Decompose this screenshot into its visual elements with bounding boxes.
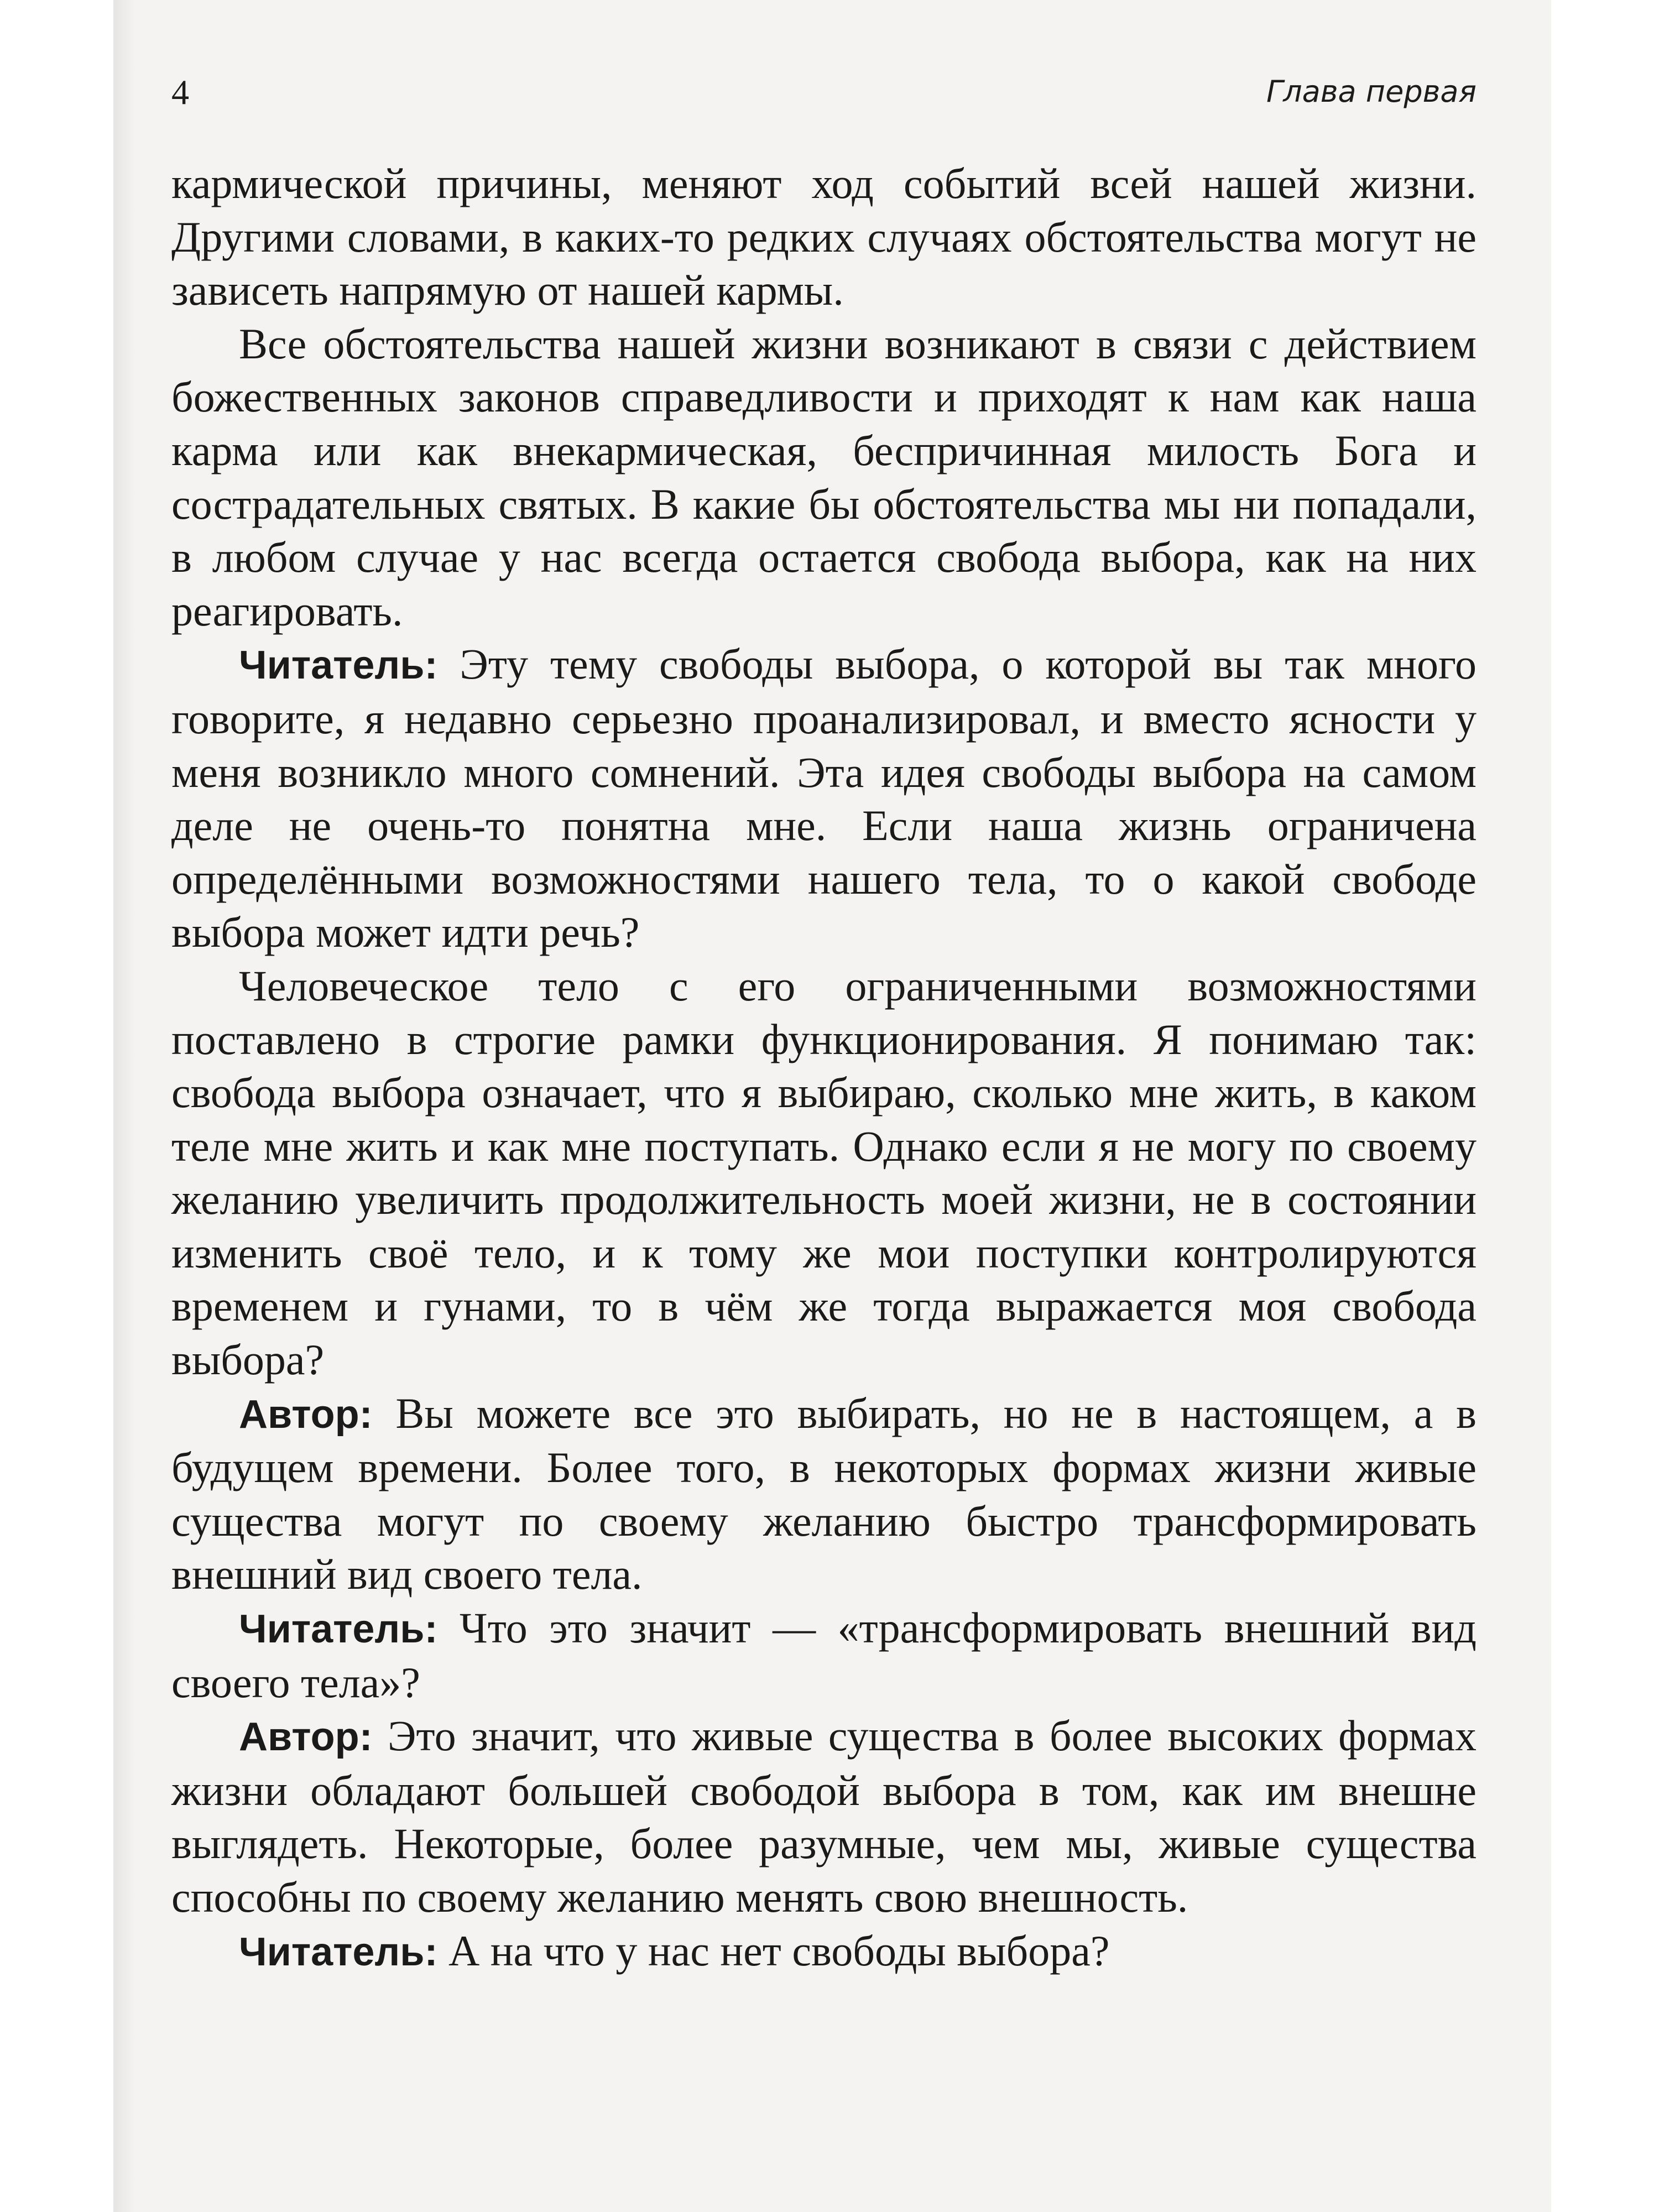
main-text: [171, 157, 1477, 1979]
paragraph: [171, 1601, 1477, 1709]
paragraph-text: Эту тему свободы выбора, о которой вы так много говорите, я недавно серьезно проанализировал, и вместо ясности у меня возникло много сомнений. Эта идея свободы выбора на самом деле не очень-то понятна мне. Если наша жизнь ограничена определёнными возможностями нашего тела, то о какой свободе выбора может идти речь?: [171, 640, 1477, 957]
paragraph: [171, 638, 1477, 959]
paragraph: [171, 317, 1477, 638]
paragraph: [171, 157, 1477, 317]
chapter-title: Глава первая: [1266, 74, 1477, 109]
speaker-label: Читатель:: [239, 643, 438, 688]
paragraph-text: Человеческое тело с его ограниченными возможностями поставлено в строгие рамки функционирования. Я понимаю так: свобода выбора означает, что я выбираю, сколько мне жить, в каком теле мне жить и как мне поступать. Однако если я не могу по своему желанию увеличить продолжительность моей жизни, не в состоянии изменить своё тело, и к тому же мои поступки контролируются временем и гунами, то в чём же тогда выражается моя свобода выбора?: [171, 961, 1477, 1384]
paragraph-text: Это значит, что живые существа в более высоких формах жизни обладают большей свободой выбора в том, как им внешне выглядеть. Некоторые, более разумные, чем мы, живые существа способны по своему желанию менять свою внешность.: [171, 1712, 1477, 1921]
page-number: 4: [171, 72, 189, 112]
speaker-label: Читатель:: [239, 1929, 438, 1974]
paragraph-text: Все обстоятельства нашей жизни возникают в связи с действием божественных законов справедливости и приходят к нам как наша карма или как внекармическая, беспричинная милость Бога и сострадательных святых. В какие бы обстоятельства мы ни попадали, в любом случае у нас всегда остается свобода выбора, как на них реагировать.: [171, 319, 1477, 635]
paragraph-text: Вы можете все это выбирать, но не в настоящем, а в будущем времени. Более того, в некоторых формах жизни живые существа могут по своему желанию быстро трансформировать внешний вид своего тела.: [171, 1389, 1477, 1599]
speaker-label: Автор:: [239, 1392, 373, 1437]
speaker-label: Читатель:: [239, 1607, 438, 1652]
paragraph: [171, 1387, 1477, 1601]
page-fold-shadow: [113, 0, 135, 2212]
paragraph-text: Что это значит — «трансформировать внешний вид своего тела»?: [171, 1604, 1477, 1707]
paragraph: [171, 959, 1477, 1387]
paragraph-text: А на что у нас нет свободы выбора?: [437, 1926, 1110, 1975]
paragraph: [171, 1924, 1477, 1979]
running-header: [171, 72, 1477, 122]
paragraph: [171, 1709, 1477, 1924]
paragraph-text: кармической причины, меняют ход событий всей нашей жизни. Другими словами, в каких-то редких случаях обстоятельства могут не зависеть напрямую от нашей кармы.: [171, 159, 1477, 315]
speaker-label: Автор:: [239, 1715, 373, 1760]
